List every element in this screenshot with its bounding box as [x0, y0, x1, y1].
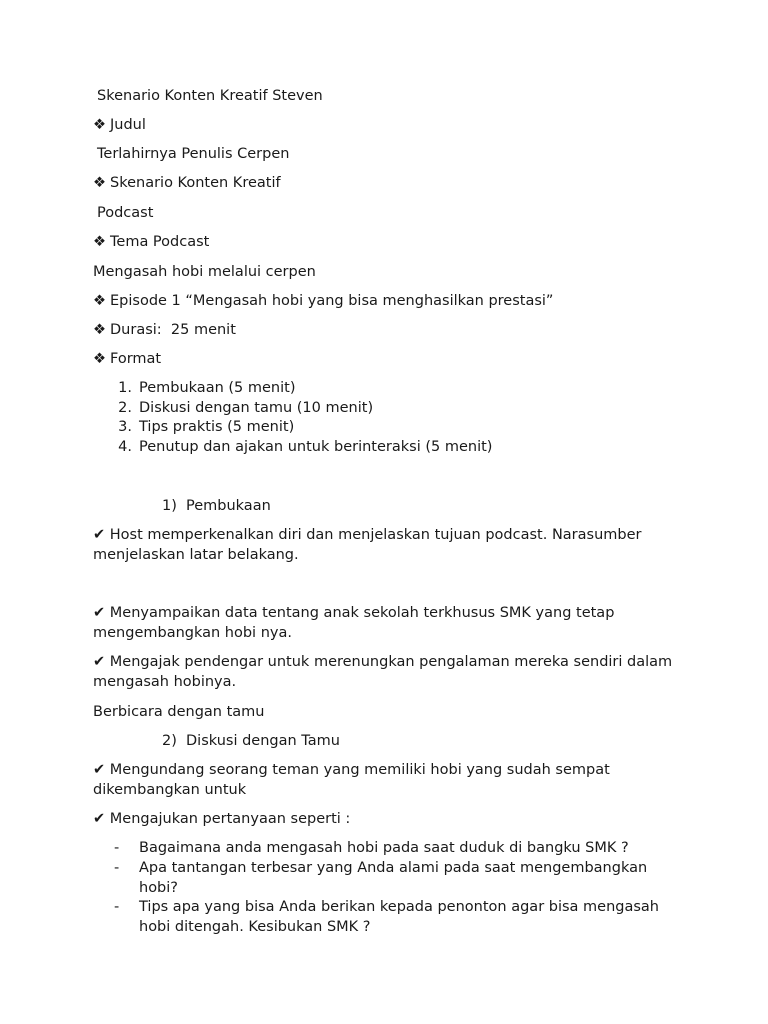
- durasi-line: [93, 320, 236, 340]
- format-heading: [93, 349, 161, 369]
- list-item: - Apa tantangan terbesar yang Anda alami pada saat mengembangkan hobi?: [114, 860, 648, 896]
- diamond-bullet-icon: ❖: [93, 351, 106, 367]
- paragraph: ✔ Mengajak pendengar untuk merenungkan pengalaman mereka sendiri dalam mengasah hobinya.: [93, 654, 673, 690]
- diamond-bullet-icon: ❖: [93, 322, 106, 338]
- episode-text: Episode 1 “Mengasah hobi yang bisa menghasilkan prestasi”: [110, 293, 554, 309]
- format-label: Format: [110, 351, 162, 367]
- paragraph: ✔ Menyampaikan data tentang anak sekolah terkhusus SMK yang tetap mengembangkan hobi nya.: [93, 605, 615, 641]
- list-item: - Bagaimana anda mengasah hobi pada saat duduk di bangku SMK ?: [114, 840, 629, 856]
- judul-heading: [93, 115, 146, 135]
- diamond-bullet-icon: ❖: [93, 293, 106, 309]
- judul-value: Terlahirnya Penulis Cerpen: [97, 146, 290, 162]
- paragraph: ✔ Host memperkenalkan diri dan menjelaskan tujuan podcast. Narasumber menjelaskan latar belakang.: [93, 527, 642, 563]
- list-item: 2. Diskusi dengan tamu (10 menit): [118, 400, 374, 416]
- tema-label: Tema Podcast: [110, 234, 210, 250]
- diamond-bullet-icon: ❖: [93, 234, 106, 250]
- section-heading-diskusi: 2) Diskusi dengan Tamu: [162, 733, 340, 749]
- document-title: Skenario Konten Kreatif Steven: [97, 88, 323, 104]
- skenario-value: Podcast: [97, 205, 154, 221]
- durasi-text: Durasi: 25 menit: [110, 322, 236, 338]
- tema-value: Mengasah hobi melalui cerpen: [93, 264, 316, 280]
- episode-line: [93, 291, 553, 311]
- skenario-label: Skenario Konten Kreatif: [110, 175, 281, 191]
- list-item: - Tips apa yang bisa Anda berikan kepada penonton agar bisa mengasah hobi ditengah. Kesibukan SMK ?: [114, 899, 659, 935]
- diamond-bullet-icon: ❖: [93, 117, 106, 133]
- paragraph: Berbicara dengan tamu: [93, 704, 265, 720]
- diamond-bullet-icon: ❖: [93, 175, 106, 191]
- skenario-heading: [93, 173, 281, 193]
- list-item: 4. Penutup dan ajakan untuk berinteraksi (5 menit): [118, 439, 493, 455]
- list-item: 1. Pembukaan (5 menit): [118, 380, 296, 396]
- list-item: 3. Tips praktis (5 menit): [118, 419, 295, 435]
- judul-label: Judul: [110, 117, 146, 133]
- tema-heading: [93, 232, 209, 252]
- paragraph: ✔ Mengajukan pertanyaan seperti :: [93, 811, 351, 827]
- paragraph: ✔ Mengundang seorang teman yang memiliki hobi yang sudah sempat dikembangkan untuk: [93, 762, 610, 798]
- section-heading-pembukaan: 1) Pembukaan: [162, 498, 271, 514]
